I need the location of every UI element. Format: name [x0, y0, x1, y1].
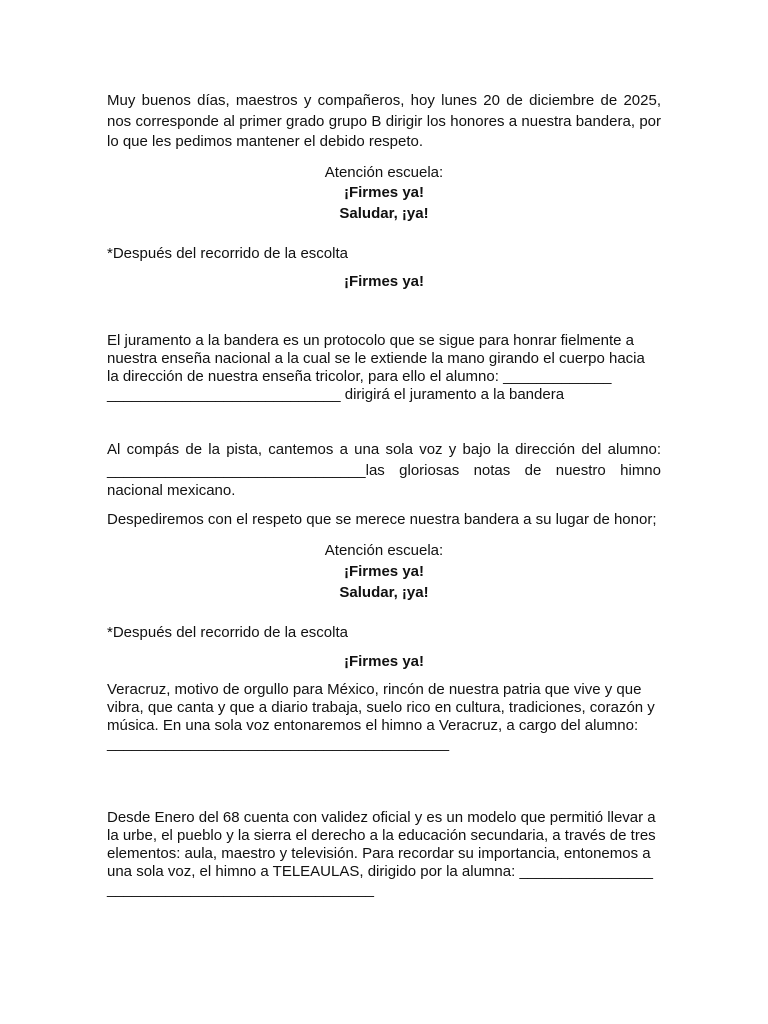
- firmes-command: ¡Firmes ya!: [343, 184, 425, 201]
- juramento-line: la dirección de nuestra enseña tricolor, para ello el alumno: _____________: [107, 368, 612, 385]
- escolta-note: *Después del recorrido de la escolta: [107, 245, 348, 262]
- telesecundaria-line: elementos: aula, maestro y televisión. Para recordar su importancia, entonemos a: [107, 845, 651, 862]
- juramento-line: El juramento a la bandera es un protocolo que se sigue para honrar fielmente a: [107, 332, 634, 349]
- veracruz-line: vibra, que canta y que a diario trabaja, suelo rico en cultura, tradiciones, corazón y: [107, 699, 655, 716]
- intro-line: nos corresponde al primer grado grupo B dirigir los honores a nuestra bandera, por: [107, 112, 661, 130]
- intro-line: Muy buenos días, maestros y compañeros, hoy lunes 20 de diciembre de 2025,: [107, 92, 661, 109]
- veracruz-line: Veracruz, motivo de orgullo para México, rincón de nuestra patria que vive y que: [107, 681, 642, 698]
- veracruz-line: _________________________________________: [107, 735, 450, 752]
- despedida-text: Despediremos con el respeto que se merece nuestra bandera a su lugar de honor;: [107, 511, 657, 528]
- escolta-note: *Después del recorrido de la escolta: [107, 624, 348, 641]
- veracruz-paragraph: [107, 681, 661, 753]
- veracruz-line: música. En una sola voz entonaremos el himno a Veracruz, a cargo del alumno:: [107, 717, 639, 734]
- attention-command: Atención escuela:: [324, 542, 444, 559]
- telesecundaria-line: Desde Enero del 68 cuenta con validez oficial y es un modelo que permitió llevar a: [107, 809, 656, 826]
- juramento-paragraph: [107, 332, 661, 404]
- telesecundaria-line: la urbe, el pueblo y la sierra el derecho a la educación secundaria, a través de tres: [107, 827, 656, 844]
- himno-line: Al compás de la pista, cantemos a una sola voz y bajo la dirección del alumno:: [107, 441, 661, 458]
- himno-line: nacional mexicano.: [107, 482, 236, 499]
- intro-line: lo que les pedimos mantener el debido respeto.: [107, 133, 424, 150]
- telesecundaria-paragraph: [107, 809, 661, 899]
- saludar-command: Saludar, ¡ya!: [339, 584, 429, 601]
- himno-nacional-paragraph: [107, 440, 661, 502]
- firmes-command: ¡Firmes ya!: [343, 273, 425, 290]
- intro-paragraph: [107, 91, 661, 153]
- juramento-line: nuestra enseña nacional a la cual se le extiende la mano girando el cuerpo hacia: [107, 350, 645, 367]
- firmes-command: ¡Firmes ya!: [343, 563, 425, 580]
- saludar-command: Saludar, ¡ya!: [339, 205, 429, 222]
- firmes-command: ¡Firmes ya!: [343, 653, 425, 670]
- telesecundaria-line: una sola voz, el himno a TELEAULAS, dirigido por la alumna: ________________: [107, 863, 653, 880]
- attention-command: Atención escuela:: [324, 164, 444, 181]
- telesecundaria-line: ________________________________: [107, 881, 374, 898]
- himno-line: _______________________________las gloriosas notas de nuestro himno: [107, 461, 661, 479]
- juramento-line: ____________________________ dirigirá el juramento a la bandera: [107, 386, 565, 403]
